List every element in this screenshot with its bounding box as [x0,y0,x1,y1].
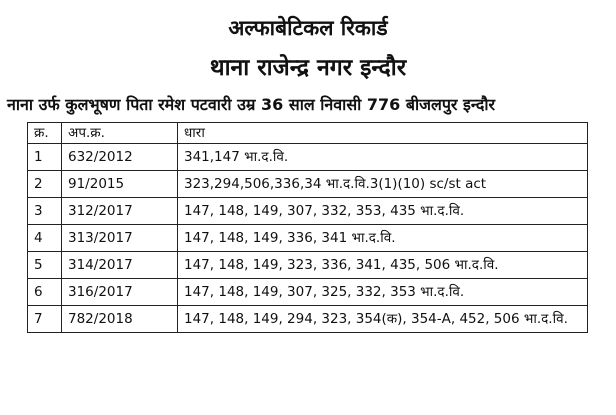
serial-cell: 7 [28,306,62,333]
case-number-cell: 632/2012 [62,144,178,171]
table-row [28,171,588,198]
sections-cell: 147, 148, 149, 336, 341 भा.द.वि. [178,225,588,252]
serial-cell: 5 [28,252,62,279]
document-title: अल्फाबेटिकल रिकार्ड [228,16,388,40]
serial-cell: 2 [28,171,62,198]
sections-cell: 147, 148, 149, 307, 332, 353, 435 भा.द.वि. [178,198,588,225]
serial-cell: 3 [28,198,62,225]
table-row [28,306,588,333]
police-station-title: थाना राजेन्द्र नगर इन्दौर [209,55,407,81]
table-row [28,279,588,306]
table-row [28,225,588,252]
sections-cell: 147, 148, 149, 323, 336, 341, 435, 506 भा.द.वि. [178,252,588,279]
case-number-cell: 316/2017 [62,279,178,306]
case-record-table [27,122,588,333]
table-row [28,198,588,225]
sections-cell: 323,294,506,336,34 भा.द.वि.3(1)(10) sc/st act [178,171,588,198]
case-number-cell: 91/2015 [62,171,178,198]
sections-cell: 147, 148, 149, 307, 325, 332, 353 भा.द.वि. [178,279,588,306]
case-number-cell: 312/2017 [62,198,178,225]
accused-details: नाना उर्फ कुलभूषण पिता रमेश पटवारी उम्र 36 साल निवासी 776 बीजलपुर इन्दौर [7,95,496,114]
column-header-case-number: अप.क्र. [62,123,178,144]
case-number-cell: 313/2017 [62,225,178,252]
table-row [28,252,588,279]
table-row [28,144,588,171]
serial-cell: 1 [28,144,62,171]
serial-cell: 4 [28,225,62,252]
serial-cell: 6 [28,279,62,306]
sections-cell: 147, 148, 149, 294, 323, 354(क), 354-A, 452, 506 भा.द.वि. [178,306,588,333]
sections-cell: 341,147 भा.द.वि. [178,144,588,171]
table-header-row [28,123,588,144]
case-number-cell: 782/2018 [62,306,178,333]
column-header-serial: क्र. [28,123,62,144]
case-number-cell: 314/2017 [62,252,178,279]
column-header-sections: धारा [178,123,588,144]
